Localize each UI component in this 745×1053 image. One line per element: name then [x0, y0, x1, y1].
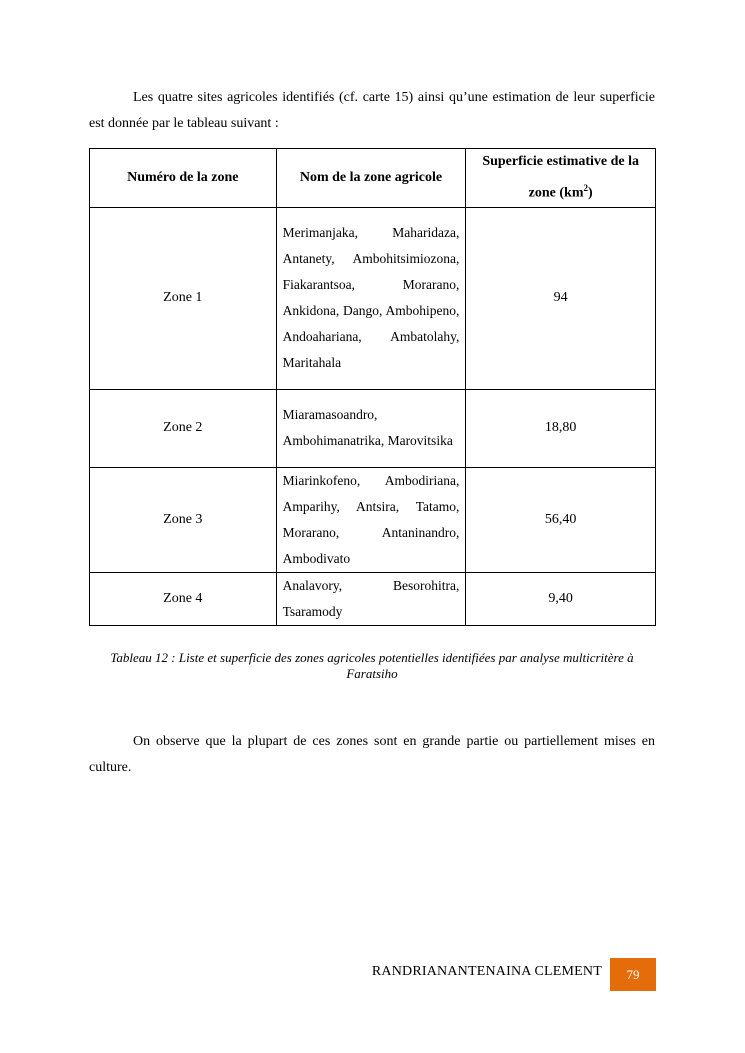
table-row	[90, 572, 656, 625]
zone-area-cell: 9,40	[466, 572, 656, 625]
zone-number-cell: Zone 2	[90, 389, 277, 467]
intro-paragraph: Les quatre sites agricoles identifiés (cf. carte 15) ainsi qu’une estimation de leur superficie est donnée par le tableau suivant :	[89, 90, 655, 131]
page-number: 79	[610, 958, 656, 991]
zone-number-cell: Zone 4	[90, 572, 277, 625]
zone-names-cell: Miaramasoandro, Ambohimanatrika, Marovitsika	[276, 389, 466, 467]
footer-author: RANDRIANANTENAINA CLEMENT	[371, 964, 602, 979]
table-header-row	[90, 149, 656, 208]
zone-area-cell: 94	[466, 207, 656, 389]
zone-names-cell: Miarinkofeno, Ambodiriana, Amparihy, Antsira, Tatamo, Morarano, Antaninandro, Ambodivato	[276, 467, 466, 572]
zone-area-cell: 56,40	[466, 467, 656, 572]
zones-table	[89, 148, 656, 626]
table-row	[90, 389, 656, 467]
header-area	[466, 149, 656, 208]
header-zone-name: Nom de la zone agricole	[276, 149, 466, 208]
zone-area-cell: 18,80	[466, 389, 656, 467]
zone-names-cell: Analavory, Besorohitra, Tsaramody	[276, 572, 466, 625]
zone-number-cell: Zone 1	[90, 207, 277, 389]
table-caption: Tableau 12 : Liste et superficie des zones agricoles potentielles identifiées par analyse multicritère à Faratsiho	[110, 650, 634, 681]
header-area-close: )	[588, 185, 593, 201]
header-area-exponent: 2	[583, 183, 588, 193]
header-zone-number: Numéro de la zone	[90, 149, 277, 208]
header-area-text: Superficie estimative de la zone (km	[482, 154, 640, 201]
zone-names-cell: Merimanjaka, Maharidaza, Antanety, Ambohitsimiozona, Fiakarantsoa, Morarano, Ankidona, Dango, Ambohipeno, Andoahariana, Ambatolahy, Maritahala	[276, 207, 466, 389]
table-row	[90, 207, 656, 389]
zone-number-cell: Zone 3	[90, 467, 277, 572]
table-row	[90, 467, 656, 572]
conclusion-paragraph: On observe que la plupart de ces zones sont en grande partie ou partiellement mises en culture.	[89, 734, 655, 775]
